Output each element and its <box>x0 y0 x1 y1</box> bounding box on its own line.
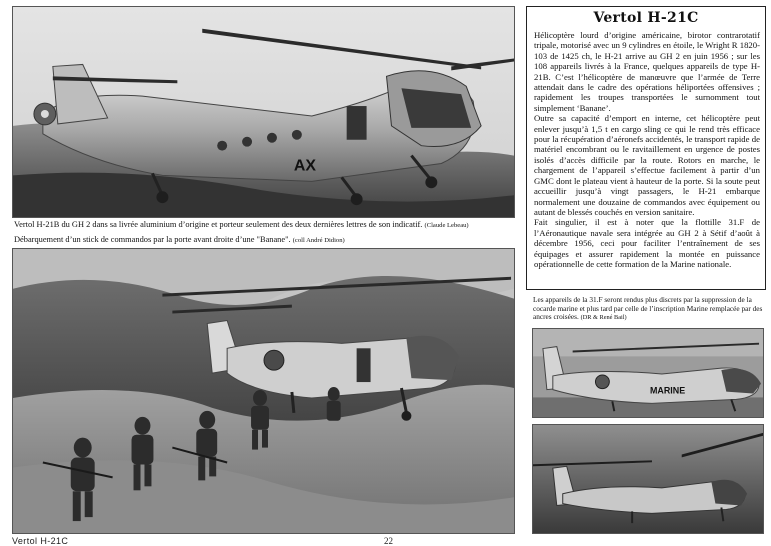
photo-h21b-ground <box>12 6 515 218</box>
page-number: 22 <box>384 536 393 546</box>
article-box <box>526 6 766 290</box>
photo-commandos-disembarking <box>12 248 515 534</box>
photo-h21-flight-image <box>533 425 763 533</box>
top-photo-caption-text: Vertol H-21B du GH 2 dans sa livrée aluminium d’origine et porteur seulement des deux dernières lettres de son indicatif. <box>14 220 423 229</box>
right-photos-caption-text: Les appareils de la 31.F seront rendus plus discrets par la suppression de la cocarde marine et plus tard par celle de l’inscription Marine remplacée par des ancres croisées. <box>533 295 763 322</box>
marine-marking: MARINE <box>649 385 686 396</box>
top-photo-credit: (Claude Lebeau) <box>424 222 469 229</box>
bottom-photo-caption-text: Débarquement d’un stick de commandos par la porte avant droite d’une "Banane". <box>14 235 291 244</box>
bottom-photo-caption <box>14 235 345 246</box>
right-photos-caption <box>533 296 765 323</box>
fuselage-code-marking: AX <box>293 157 317 175</box>
bottom-photo-credit: (coll André Didion) <box>292 237 345 244</box>
photo-h21b-ground-image <box>13 7 514 217</box>
article-title: Vertol H-21C <box>593 10 699 26</box>
photo-commandos-disembarking-image <box>13 249 514 533</box>
article-paragraph-3: Fait singulier, il est à noter que la flottille 31.F de l’Aéronautique navale sera intégrée au GH 2 à Sétif d’août à décembre 1956, ceci pour faciliter l’entraînement de ses équipages et assurer rapidement la montée en puissance opérationnelle de cette formation de la Marine nationale. <box>534 217 760 269</box>
top-photo-caption <box>14 220 469 231</box>
article-paragraph-2: Outre sa capacité d’emport en interne, cet hélicoptère peut enlever jusqu’à 1,5 t en cargo sling ce qui le rend très efficace pour la récupération d’aéronefs accidentés, le transport rapide de matériel encombrant ou le ravitaillement en urgence de postes isolés d’accès difficile par la route. Rotors en marche, le chargement de l’appareil s’effectue facilement à partir d’un GMC dont le plateau vient à hauteur de la porte. Si la soute peut accueillir jusqu’à vingt passagers, le H-21 embarque normalement une douzaine de commandos avec équipement ou autant de blessés couchés en version sanitaire. <box>534 113 760 217</box>
article-paragraph-1: Hélicoptère lourd d’origine américaine, birotor contrarotatif tripale, motorisé avec un 9 cylindres en étoile, le Wright R 1820-103 de 1425 ch, le H-21 arrive au GH 2 en juin 1956 ; sur les 108 appareils livrés à la France, quelques appareils de type H-21B. C’est l’hélicoptère de manœuvre que l’armée de Terre attendait dans le cadre des opérations héliportées offensives ; rapidement les troupes transportées le surnomment tout simplement ‘Banane’. <box>534 30 760 113</box>
photo-h21-flight <box>532 424 764 534</box>
photo-marine-h21-tarmac <box>532 328 764 418</box>
article-body <box>534 30 760 269</box>
footer-running-title: Vertol H-21C <box>12 536 69 546</box>
photo-marine-h21-tarmac-image <box>533 329 763 417</box>
right-photos-credit: (DR & René Bail) <box>580 314 627 322</box>
